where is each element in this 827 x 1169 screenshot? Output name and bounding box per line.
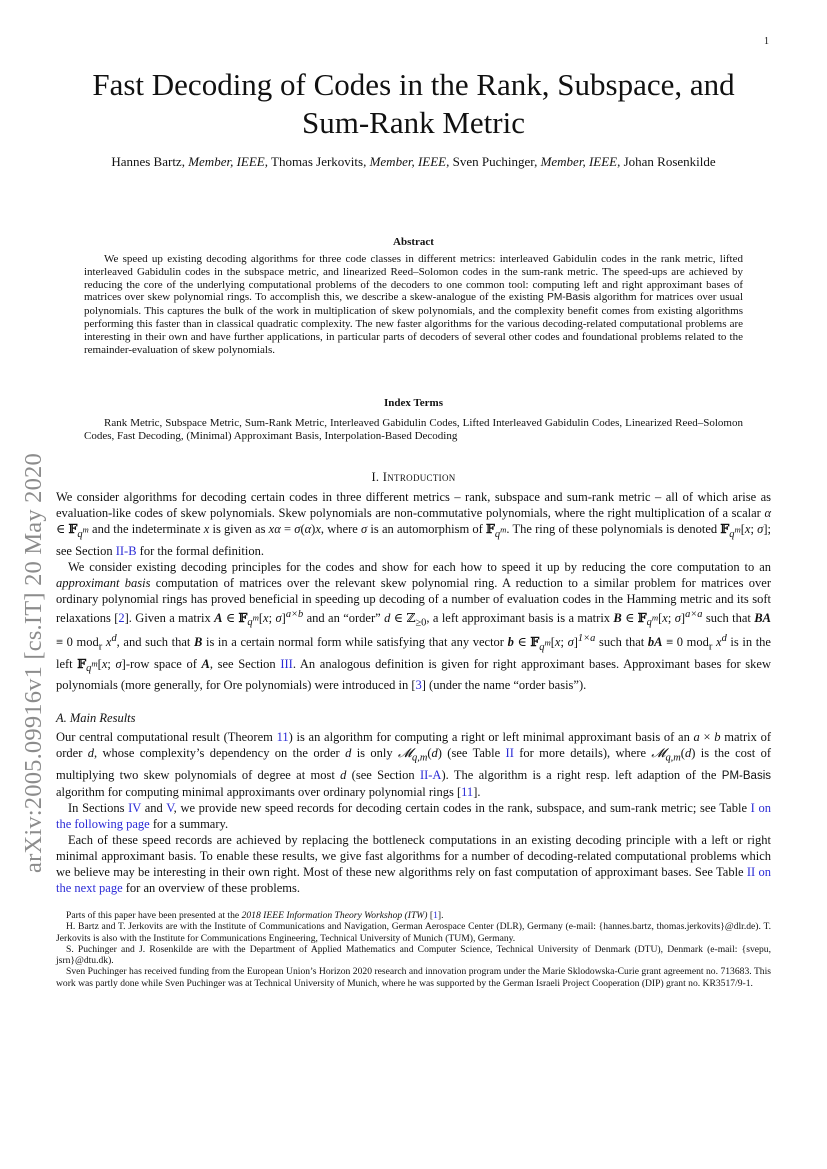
author-list: Hannes Bartz, Member, IEEE, Thomas Jerkovits, Member, IEEE, Sven Puchinger, Member, IEEE, Johan Rosenkilde: [111, 154, 716, 169]
author-name: Thomas Jerkovits: [271, 154, 364, 169]
subsection-heading-main-results: A. Main Results: [56, 711, 136, 725]
page-number: 1: [764, 36, 769, 47]
paper-title: Fast Decoding of Codes in the Rank, Subspace, and Sum-Rank Metric: [92, 67, 735, 140]
paragraph: In Sections IV and V, we provide new speed records for decoding certain codes in the rank, subspace, and sum-rank metric; see Table I on the following page for a summary.: [56, 800, 771, 831]
footnote: H. Bartz and T. Jerkovits are with the Institute of Communications and Navigation, German Aerospace Center (DLR), Germany (e-mail: {hannes.bartz, thomas.jerkovits}@dlr.de). T. Jerkovits is also with the Institute for Communications Engineering, Technical University of Munich (TUM), Germany.: [56, 921, 771, 944]
footnote: Sven Puchinger has received funding from the European Union’s Horizon 2020 research and innovation program under the Marie Sklodowska-Curie grant agreement no. 713683. This work was partly done while Sven Puchinger was at Technical University of Munich, where he was supported by the German Israeli Project Cooperation (DIP) grant no. KR3517/9-1.: [56, 966, 771, 989]
section-link[interactable]: IV: [128, 800, 142, 815]
table-link[interactable]: II on the next page: [56, 864, 771, 895]
table-link[interactable]: I on the following page: [56, 800, 771, 831]
author-name: Johan Rosenkilde: [623, 154, 716, 169]
author-role: Member, IEEE: [188, 154, 265, 169]
author-name: Sven Puchinger: [452, 154, 535, 169]
paragraph: Each of these speed records are achieved by replacing the bottleneck computations in an existing decoding principle with a left or right minimal approximant basis. To enable these results, we give fast algorithms for a number of decoding-related computational problems which we believe may be interesting in their own right. Most of these new algorithms rely on fast computation of approximant bases. See Table II on the next page for an overview of these problems.: [56, 832, 771, 895]
paragraph: Our central computational result (Theorem 11) is an algorithm for computing a right or left minimal approximant basis of an a × b matrix of order d, whose complexity’s dependency on the order d is only 𝓜$_{q,m}$(d) (see Table II for more details), where 𝓜$_{q,m}$(d) is the cost of multiplying two skew polynomials of degree at most d (see Section II-A). The algorithm is a right resp. left adaption of the PM-Basis algorithm for computing minimal approximants over ordinary polynomial rings [11].: [56, 730, 771, 799]
section-heading-introduction: I. Introduction: [371, 470, 456, 484]
arxiv-stamp: arXiv:2005.09916v1 [cs.IT] 20 May 2020: [20, 453, 47, 873]
main-results-body: [56, 729, 771, 896]
introduction-body: [56, 489, 771, 693]
paragraph: We consider algorithms for decoding certain codes in three different metrics – rank, subspace and sum-rank metric – all of which arise as evaluation-like codes of skew polynomials. Skew polynomials are non-commutative polynomials, where the right multiplication of a scalar α ∈ 𝔽$_{q^m}$ and the indeterminate x is given as xα = σ(α)x, where σ is an automorphism of 𝔽$_{q^m}$. The ring of these polynomials is denoted 𝔽$_{q^m}$[x; σ]; see Section II-B for the formal definition.: [56, 490, 771, 558]
theorem-link[interactable]: 11: [276, 730, 289, 744]
abstract-heading: Abstract: [393, 236, 434, 248]
citation-link[interactable]: 11: [461, 784, 474, 799]
footnote: Parts of this paper have been presented at the 2018 IEEE Information Theory Workshop (ITW) [1].: [66, 910, 444, 921]
paragraph: We consider existing decoding principles for the codes and show for each how to speed it up by reducing the core computation to an approximant basis computation of matrices over the relevant skew polynomial ring. A reduction to a similar problem for matrices over ordinary polynomial rings has proved beneficial in speeding up decoding of a number of evaluation codes in the Hamming metric and its soft relaxations [2]. Given a matrix A ∈ 𝔽$_{q^m}$[x; σ]$^{a\times b}$ and an “order” d ∈ ℤ$_{\ge 0}$, a left approximant basis is a matrix B ∈ 𝔽$_{q^m}$[x; σ]$^{a\times a}$ such that BA ≡ 0 mod$_r$ $x^d$, and such that B is in a certain normal form while satisfying that any vector b ∈ 𝔽$_{q^m}$[x; σ]$^{1\times a}$ such that bA ≡ 0 mod$_r$ $x^d$ is in the left 𝔽$_{q^m}$[x; σ]-row space of A, see Section III. An analogous definition is given for right approximant bases. Approximant bases for skew polynomials (more generally, for Ore polynomials) were introduced in [3] (under the name “order basis”).: [56, 559, 771, 693]
table-link[interactable]: II: [505, 746, 514, 760]
index-terms-heading: Index Terms: [384, 397, 443, 409]
section-link[interactable]: V: [166, 800, 174, 815]
pm-basis-label: PM-Basis: [721, 769, 771, 782]
section-link[interactable]: III: [280, 656, 293, 671]
section-link[interactable]: II-A: [419, 767, 442, 782]
index-terms-text: Rank Metric, Subspace Metric, Sum-Rank Metric, Interleaved Gabidulin Codes, Lifted Interleaved Gabidulin Codes, Linearized Reed–Solomon Codes, Fast Decoding, (Minimal) Approximant Basis, Interpolation-Based Decoding: [84, 417, 743, 442]
footnote: S. Puchinger and J. Rosenkilde are with the Department of Applied Mathematics and Computer Science, Technical University of Denmark (DTU), Denmark (e-mail: {svepu, jsrn}@dtu.dk).: [56, 943, 771, 967]
citation-link[interactable]: 1: [433, 910, 438, 921]
section-link[interactable]: II-B: [115, 543, 137, 558]
citation-link[interactable]: 2: [118, 610, 125, 625]
citation-link[interactable]: 3: [415, 678, 422, 693]
author-name: Hannes Bartz: [111, 154, 182, 169]
author-role: Member, IEEE: [540, 154, 618, 169]
footnotes: [56, 910, 771, 989]
author-role: Member, IEEE: [369, 154, 447, 169]
abstract-text: We speed up existing decoding algorithms for three code classes in different metrics: interleaved Gabidulin codes in the rank metric, lifted interleaved Gabidulin codes in the subspace metric, and linearized Reed–Solomon codes in the sum-rank metric. The speed-ups are achieved by reducing the core of the underlying computational problems of the decoders to one common tool: computing left and right approximant bases of matrices over skew polynomial rings. To accomplish this, we describe a skew-analogue of the existing PM-Basis algorithm for matrices over usual polynomials. This captures the bulk of the work in multiplication of skew polynomials, and the complexity benefit comes from existing algorithms performing this faster than in classical quadratic complexity. The new faster algorithms for the various decoding-related computational problems are interesting in their own and have further applications, in particular parts of decoders of several other codes and foundational problems related to the remainder-evaluation of skew polynomials.: [84, 253, 743, 356]
pm-basis-label: PM-Basis: [547, 292, 591, 304]
